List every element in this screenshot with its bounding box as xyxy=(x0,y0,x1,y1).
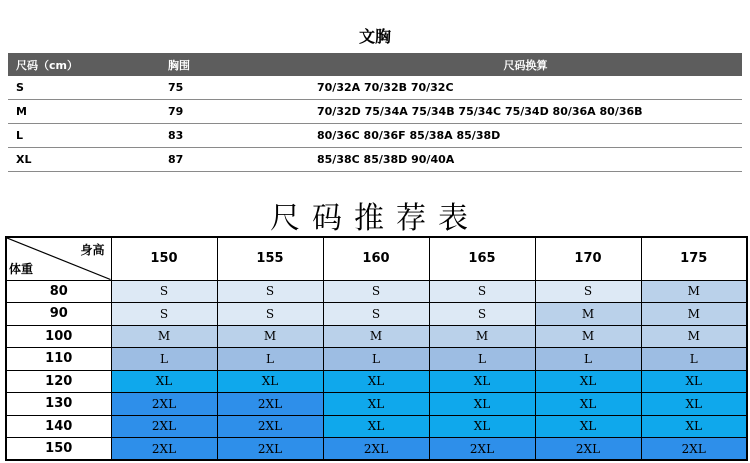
bra-size-cell: M xyxy=(8,100,160,124)
size-cell: XL xyxy=(535,370,641,393)
size-cell: M xyxy=(641,303,747,326)
size-cell: L xyxy=(429,348,535,371)
size-cell: L xyxy=(111,348,217,371)
size-cell: 2XL xyxy=(111,393,217,416)
height-header-cell: 160 xyxy=(323,237,429,280)
size-cell: S xyxy=(217,303,323,326)
size-cell: XL xyxy=(323,370,429,393)
size-cell: XL xyxy=(323,393,429,416)
weight-cell: 130 xyxy=(6,393,111,416)
size-cell: S xyxy=(429,280,535,303)
height-header-cell: 150 xyxy=(111,237,217,280)
size-cell: 2XL xyxy=(429,438,535,461)
recommendation-title: 尺码推荐表 xyxy=(270,201,480,236)
bra-table-header xyxy=(8,53,742,76)
weight-row xyxy=(6,325,747,348)
size-cell: M xyxy=(323,325,429,348)
size-cell: M xyxy=(429,325,535,348)
header-conversion: 尺码换算 xyxy=(309,53,742,76)
size-cell: 2XL xyxy=(217,415,323,438)
size-cell: 2XL xyxy=(323,438,429,461)
size-cell: XL xyxy=(641,415,747,438)
bra-bust-cell: 79 xyxy=(160,100,309,124)
size-cell: 2XL xyxy=(217,393,323,416)
corner-cell xyxy=(6,237,111,280)
size-cell: S xyxy=(323,280,429,303)
size-cell: M xyxy=(641,280,747,303)
height-header-row xyxy=(6,237,747,280)
weight-axis-label: 体重 xyxy=(9,261,34,276)
bra-bust-cell: 75 xyxy=(160,76,309,100)
size-cell: S xyxy=(111,280,217,303)
bra-size-cell: XL xyxy=(8,148,160,172)
size-cell: 2XL xyxy=(217,438,323,461)
size-cell: S xyxy=(111,303,217,326)
bra-title: 文胸 xyxy=(358,27,391,46)
height-axis-label: 身高 xyxy=(80,243,105,257)
size-cell: 2XL xyxy=(641,438,747,461)
weight-cell: 140 xyxy=(6,415,111,438)
weight-cell: 90 xyxy=(6,303,111,326)
size-cell: XL xyxy=(641,393,747,416)
size-cell: L xyxy=(217,348,323,371)
size-cell: S xyxy=(217,280,323,303)
size-cell: L xyxy=(535,348,641,371)
size-cell: S xyxy=(323,303,429,326)
size-cell: XL xyxy=(429,370,535,393)
weight-cell: 100 xyxy=(6,325,111,348)
bra-conversion-cell: 85/38C 85/38D 90/40A xyxy=(309,148,742,172)
bra-size-cell: S xyxy=(8,76,160,100)
size-cell: M xyxy=(535,325,641,348)
bra-conversion-cell: 70/32A 70/32B 70/32C xyxy=(309,76,742,100)
bra-row xyxy=(8,124,742,148)
recommendation-body xyxy=(6,280,747,460)
bra-size-cell: L xyxy=(8,124,160,148)
weight-row xyxy=(6,415,747,438)
height-header-cell: 165 xyxy=(429,237,535,280)
size-cell: L xyxy=(323,348,429,371)
bra-size-table xyxy=(8,53,742,172)
weight-cell: 150 xyxy=(6,438,111,461)
size-cell: M xyxy=(641,325,747,348)
height-header-cell: 170 xyxy=(535,237,641,280)
height-header-cell: 175 xyxy=(641,237,747,280)
size-cell: S xyxy=(429,303,535,326)
size-cell: 2XL xyxy=(111,438,217,461)
bra-bust-cell: 87 xyxy=(160,148,309,172)
weight-row xyxy=(6,280,747,303)
size-cell: 2XL xyxy=(535,438,641,461)
bra-row xyxy=(8,100,742,124)
bra-row xyxy=(8,76,742,100)
weight-row xyxy=(6,303,747,326)
header-bust: 胸围 xyxy=(160,53,309,76)
bra-bust-cell: 83 xyxy=(160,124,309,148)
size-cell: XL xyxy=(323,415,429,438)
size-cell: S xyxy=(535,280,641,303)
bra-conversion-cell: 70/32D 75/34A 75/34B 75/34C 75/34D 80/36A 80/36B xyxy=(309,100,742,124)
size-cell: XL xyxy=(111,370,217,393)
weight-cell: 80 xyxy=(6,280,111,303)
weight-cell: 110 xyxy=(6,348,111,371)
weight-row xyxy=(6,370,747,393)
size-cell: XL xyxy=(535,393,641,416)
weight-cell: 120 xyxy=(6,370,111,393)
size-cell: XL xyxy=(641,370,747,393)
bra-conversion-cell: 80/36C 80/36F 85/38A 85/38D xyxy=(309,124,742,148)
weight-row xyxy=(6,393,747,416)
size-cell: M xyxy=(217,325,323,348)
header-size: 尺码（cm） xyxy=(8,53,160,76)
size-cell: XL xyxy=(429,393,535,416)
size-cell: XL xyxy=(429,415,535,438)
weight-row xyxy=(6,348,747,371)
bra-row xyxy=(8,148,742,172)
size-cell: M xyxy=(535,303,641,326)
size-cell: 2XL xyxy=(111,415,217,438)
height-header-cell: 155 xyxy=(217,237,323,280)
size-cell: XL xyxy=(217,370,323,393)
size-cell: XL xyxy=(535,415,641,438)
weight-row xyxy=(6,438,747,461)
size-cell: M xyxy=(111,325,217,348)
size-recommendation-table xyxy=(5,236,748,461)
size-cell: L xyxy=(641,348,747,371)
